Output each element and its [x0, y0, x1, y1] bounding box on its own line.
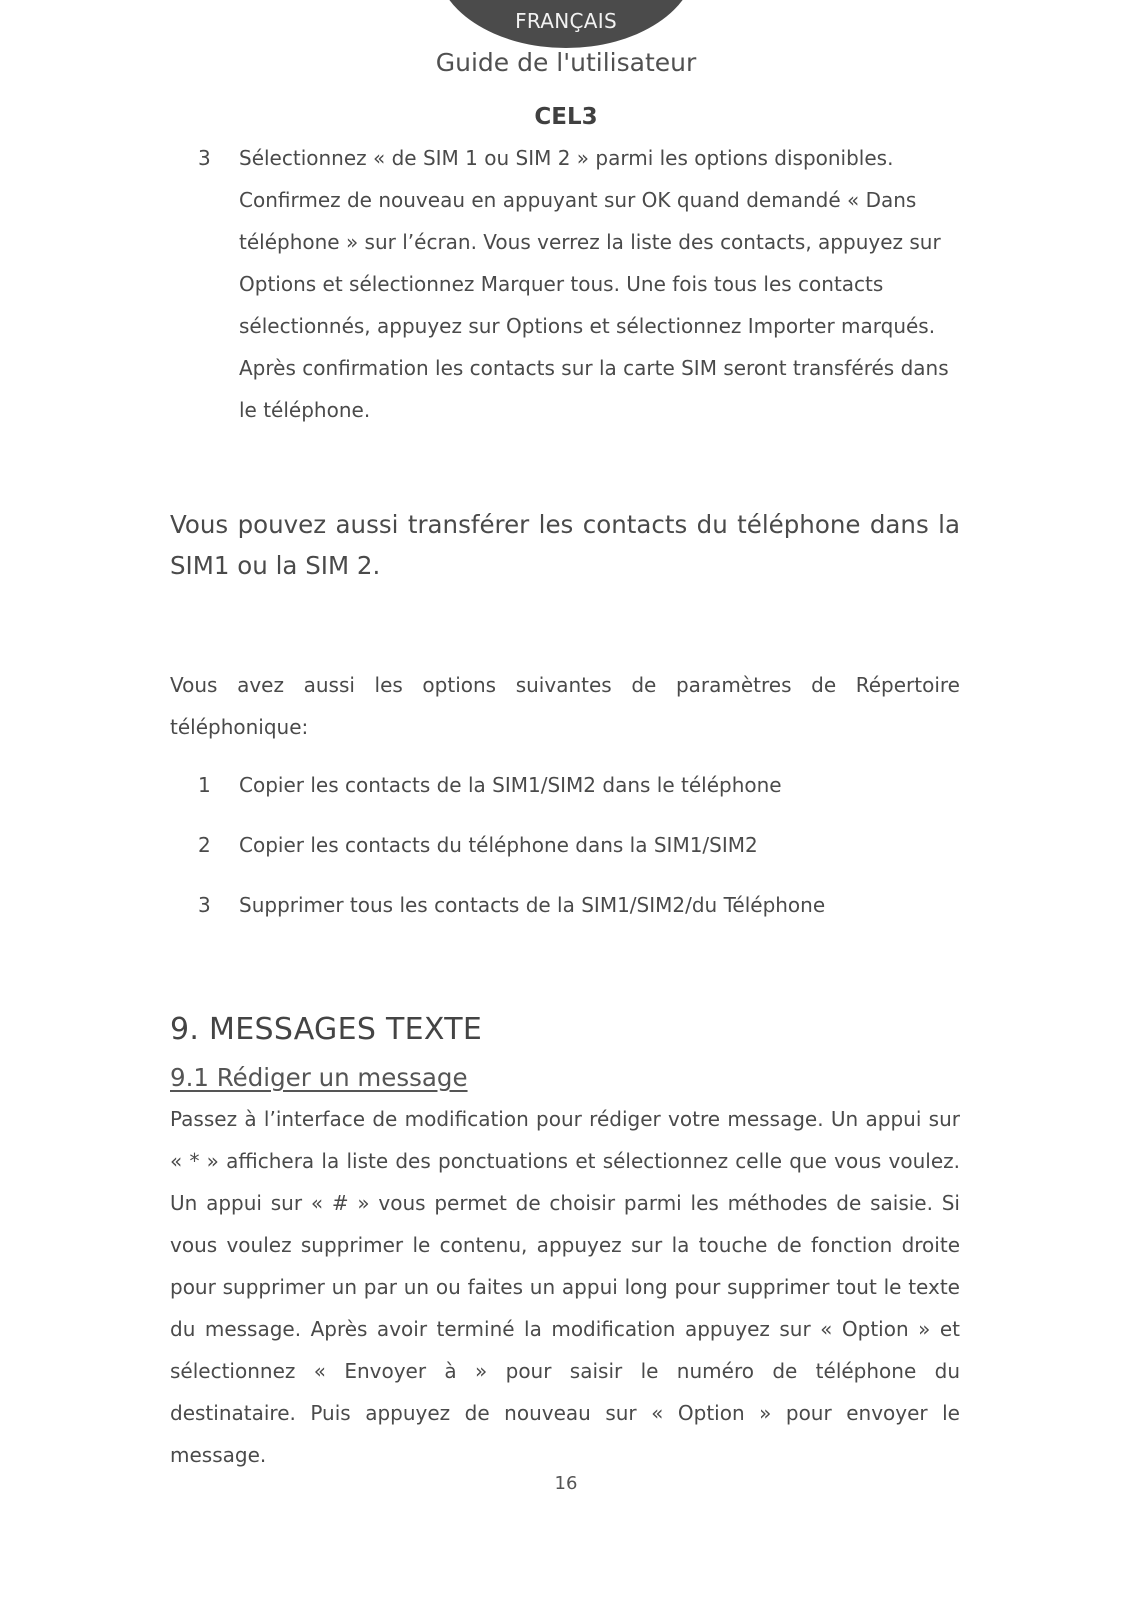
language-label: FRANÇAIS: [515, 9, 617, 33]
list-item-number: 2: [198, 833, 211, 857]
section-heading: 9. MESSAGES TEXTE: [170, 1012, 483, 1047]
model-title: CEL3: [534, 104, 598, 130]
step-text: Sélectionnez « de SIM 1 ou SIM 2 » parmi les options disponibles. Confirmez de nouveau en appuyant sur OK quand demandé « Dans téléphone » sur l’écran. Vous verrez la liste des contacts, appuyez sur Options et sélectionnez Marquer tous. Une fois tous les contacts sélectionnés, appuyez sur Options et sélectionnez Importer marqués. Après confirmation les contacts sur la carte SIM seront transférés dans le téléphone.: [239, 146, 949, 422]
sub-heading: 9.1 Rédiger un message: [170, 1063, 468, 1092]
list-item-number: 1: [198, 773, 211, 797]
list-item: [170, 770, 960, 830]
list-item-text: Copier les contacts de la SIM1/SIM2 dans le téléphone: [239, 773, 782, 797]
list-item-number: 3: [198, 893, 211, 917]
list-item-text: Supprimer tous les contacts de la SIM1/SIM2/du Téléphone: [239, 893, 826, 917]
transfer-note: Vous pouvez aussi transférer les contacts du téléphone dans la SIM1 ou la SIM 2.: [170, 510, 960, 580]
guide-title: Guide de l'utilisateur: [435, 48, 697, 77]
options-list: [170, 770, 960, 950]
list-item-text: Copier les contacts du téléphone dans la SIM1/SIM2: [239, 833, 758, 857]
list-item: [170, 890, 960, 950]
options-intro: Vous avez aussi les options suivantes de paramètres de Répertoire téléphonique:: [170, 673, 960, 739]
step-number: 3: [198, 146, 211, 170]
body-paragraph: Passez à l’interface de modification pour rédiger votre message. Un appui sur « * » affichera la liste des ponctuations et sélectionnez celle que vous voulez. Un appui sur « # » vous permet de choisir parmi les méthodes de saisie. Si vous voulez supprimer le contenu, appuyez sur la touche de fonction droite pour supprimer un par un ou faites un appui long pour supprimer tout le texte du message. Après avoir terminé la modification appuyez sur « Option » et sélectionnez « Envoyer à » pour saisir le numéro de téléphone du destinataire. Puis appuyez de nouveau sur « Option » pour envoyer le message.: [170, 1107, 960, 1467]
page-number: 16: [554, 1473, 578, 1494]
list-item: [170, 830, 960, 890]
